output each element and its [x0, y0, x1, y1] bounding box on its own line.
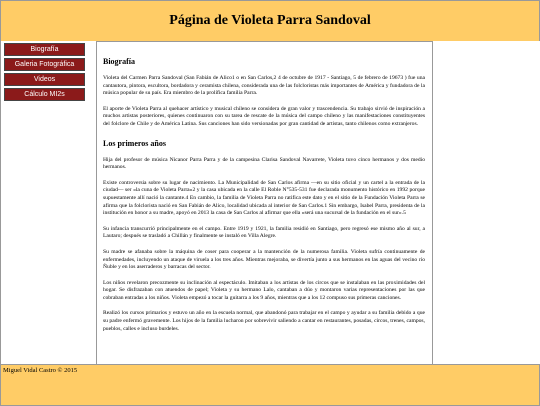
footer-credit: Miguel Vidal Castro © 2015 — [3, 367, 78, 374]
paragraph: Los niños revelaron precozmente su inclinación al espectáculo. Imitaban a los artistas de los circos que se instalaban en las proximidades del hogar. Se disfrazaban con atuendos de papel; Violeta y su hermano Lalo, cantaban a dúo y montaron varias representaciones por las que cobraban entradas a los niños. Violeta empezó a tocar la guitarra a los 9 años, mientras que a los 12 compuso sus primeras canciones. — [103, 279, 425, 301]
nav-link-calculo[interactable]: Cálculo MI2s — [4, 88, 85, 101]
right-sidebar — [432, 41, 540, 364]
nav-link-galeria[interactable]: Galeria Fotográfica — [4, 58, 85, 71]
page-title: Página de Violeta Parra Sandoval — [169, 13, 371, 28]
page-footer — [0, 364, 540, 406]
paragraph: El aporte de Violeta Parra al quehacer artístico y musical chileno se considera de gran valor y trascendencia. Su trabajo sirvió de inspiración a muchos artistas posteriores, quienes continuaron con su tarea de rescate de la música del campo chileno y las manifestaciones constituyentes del folclore de Chile y de América Latina. Sus canciones han sido versionadas por gran cantidad de artistas, tanto chilenos como extranjeros. — [103, 105, 425, 127]
paragraph: Su infancia transcurrió principalmente en el campo. Entre 1919 y 1921, la familia residió en Santiago, pero regresó ese mismo año al sur, a Lautaro; después se trasladó a Chillán y finalmente se instaló en Villa Alegre. — [103, 225, 425, 240]
page-header — [0, 0, 540, 42]
nav-link-biografia[interactable]: Biografía — [4, 43, 85, 56]
section-heading-primeros-anos: Los primeros años — [103, 138, 166, 148]
paragraph: Realizó los cursos primarios y estuvo un año en la escuela normal, que abandonó para trabajar en el campo y ayudar a su familia debido a que su padre enfermó gravemente. Los hijos de la familia lucharon por sobrevivir saliendo a cantar en restaurantes, posadas, circos, trenes, campos, pueblos, calles e incluso burdeles. — [103, 310, 425, 332]
sidebar-nav — [0, 41, 97, 364]
paragraph: Hija del profesor de música Nicanor Parra Parra y de la campesina Clarisa Sandoval Navarrete, Violeta tuvo cinco hermanos y dos medio hermanos. — [103, 156, 425, 171]
paragraph: Violeta del Carmen Parra Sandoval (San Fabián de Alico1 o en San Carlos,2 4 de octubre de 1917 - Santiago, 5 de febrero de 19673 ) fue una cantautora, pintora, escultora, bordadora y ceramista chilena, considerada una de las folcloristas más importantes de América y fundadora de la música popular de su país. Era miembro de la prolífica familia Parra. — [103, 75, 425, 97]
main-content — [96, 41, 432, 364]
nav-list — [1, 41, 96, 101]
paragraph: Existe controversia sobre su lugar de nacimiento. La Municipalidad de San Carlos afirma —en su sitio oficial y un cartel a la entrada de la ciudad— ser «la cuna de Violeta Parra»2 y la casa ubicada en la calle El Roble N°535-531 fue declarada monumento histórico en 1992 porque supuestamente allí nació la cantante.4 En cambio, la familia de Violeta Parra no ratifica este dato y en el sitio de la Fundación Violeta Parra se afirma que la folclorista nació en San Fabián de Alico, localidad ubicada al interior de San Carlos.1 Sin embargo, Isabel Parra, presidenta de la institución en honor a su madre, apoyó en 2013 la casa de San Carlos al afirmar que ella «será una sucursal de la fundación en el sur».5 — [103, 179, 425, 217]
nav-link-videos[interactable]: Videos — [4, 73, 85, 86]
section-heading-biografia: Biografía — [103, 57, 135, 66]
paragraph: Su madre se afanaba sobre la máquina de coser para cooperar a la mantención de la numerosa familia. Violeta sufría continuamente de enfermedades, incluyendo un ataque de viruela a los tres años. Mientras mejoraba, se divertía junto a sus hermanos en las aguas del vecino río Ñuble y en los aserraderos y barracas del sector. — [103, 248, 425, 271]
